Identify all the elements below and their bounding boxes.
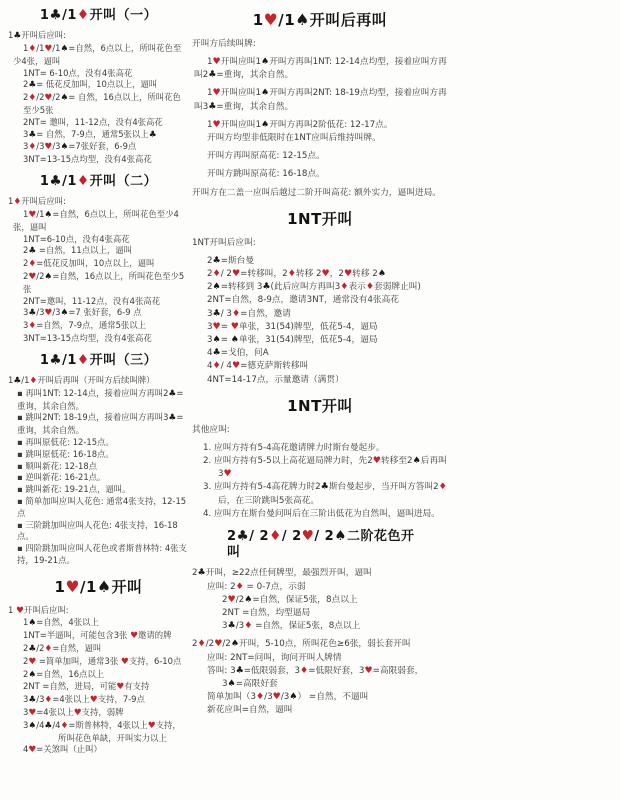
rule-line: 1. 应叫方持有5-4高花邀请牌力时斯台曼起步。: [203, 442, 385, 453]
spade-icon: ♠: [96, 576, 112, 596]
rule-line: 开叫方在二盖一应叫后越过二阶开叫高花: 额外实力，逼叫进局。: [192, 187, 441, 198]
heart-icon: ♥: [120, 656, 129, 667]
rule-line: ▪ 再叫1NT: 12-14点，接着应叫方再叫2♣= 重询，其余自然。: [17, 387, 184, 411]
rule-line: 1♦/1♥/1♠=自然，6点以上，所叫花色至少4张，逼叫: [13, 43, 182, 66]
club-icon: ♣: [28, 308, 37, 319]
rule-line: 4♦/ 4♥=德克萨斯转移叫: [207, 361, 309, 372]
diamond-icon: ♦: [235, 581, 244, 592]
club-icon: ♣: [49, 173, 63, 190]
rule-line: ▪ 跳叫2NT: 18-19点，接着应叫方再叫3♣= 重询，其余自然。: [17, 412, 184, 436]
heart-icon: ♥: [230, 321, 239, 332]
rule-line: 3♠= ♠单张，31(54)牌型，低花5-4，逼局: [207, 334, 378, 345]
rule-line: 1NT=半逼叫，可能包含3张 ♥邀请的牌: [23, 630, 172, 642]
diamond-icon: ♦: [244, 621, 253, 632]
rule-line: 简单加叫（3♦/3♥/3♠） =自然，不逼叫: [207, 692, 369, 703]
spade-icon: ♠: [28, 720, 37, 731]
heart-icon: ♥: [16, 605, 24, 616]
heart-icon: ♥: [65, 576, 80, 596]
right-column: [192, 0, 448, 724]
rule-line: 3♣/ 3♦=自然，邀请: [207, 308, 291, 319]
club-icon: ♣: [28, 246, 37, 257]
section-title: 2♣/ 2♦/ 2♥/ 2♠二阶花色开叫: [227, 527, 415, 561]
heart-icon: ♥: [212, 321, 221, 332]
spade-icon: ♠: [60, 308, 69, 319]
club-icon: ♣: [44, 720, 53, 731]
rule-line: 2♣开叫，≥22点任何牌型，最强烈开叫，逼叫: [192, 568, 372, 579]
rule-line: 3♠=高限好套: [222, 679, 278, 690]
spade-icon: ♠: [261, 56, 270, 67]
heart-icon: ♥: [28, 656, 37, 667]
club-icon: ♣: [212, 255, 221, 266]
diamond-icon: ♦: [28, 93, 37, 104]
rule-line: 1♥开叫应叫1♠开叫方再叫2阶低花: 12-17点。: [207, 119, 393, 130]
rule-line: 1NT开叫后应叫:: [192, 237, 256, 248]
diamond-icon: ♦: [340, 282, 349, 293]
rule-line: 2NT=自然，8-9点，邀请3NT，通常没有4张高花: [207, 295, 399, 306]
section: [8, 173, 189, 345]
club-icon: ♣: [227, 621, 236, 632]
rule-line: 其他应叫:: [192, 424, 230, 435]
diamond-icon: ♦: [438, 482, 447, 493]
heart-icon: ♥: [44, 44, 53, 55]
rule-line: ▪ 跳叫原低花: 16-18点。: [17, 448, 114, 459]
heart-icon: ♥: [28, 745, 37, 756]
rule-line: 2♠=转移到 3♣(此后应叫方再叫3♦表示♦套弱牌止叫): [207, 282, 421, 293]
spade-icon: ♠: [261, 88, 270, 99]
spade-icon: ♠: [28, 669, 37, 680]
rule-line: 3♣/3♦ =自然，保证5张，8点以上: [222, 621, 361, 632]
diamond-icon: ♦: [300, 665, 309, 676]
section: [192, 210, 448, 387]
section: [192, 528, 448, 718]
spade-icon: ♠: [230, 334, 239, 345]
spade-icon: ♠: [334, 527, 347, 544]
diamond-icon: ♦: [28, 142, 37, 153]
diamond-icon: ♦: [60, 720, 69, 731]
rule-line: 3♥= ♥单张，31(54)牌型，低花5-4，逼局: [207, 321, 378, 332]
rule-line: 1♦开叫后应叫:: [8, 196, 66, 208]
heart-icon: ♥: [28, 210, 37, 221]
club-icon: ♣: [320, 482, 329, 493]
heart-icon: ♥: [89, 695, 98, 706]
section: [192, 10, 448, 200]
diamond-icon: ♦: [44, 643, 53, 654]
heart-icon: ♥: [116, 682, 125, 693]
diamond-icon: ♦: [28, 44, 37, 55]
rule-line: 4♥=关煞叫（止叫）: [23, 744, 102, 756]
heart-icon: ♥: [212, 56, 221, 67]
diamond-icon: ♦: [28, 259, 37, 270]
rule-line: 1NT= 6-10点，没有4张高花: [23, 67, 133, 78]
club-icon: ♣: [13, 376, 22, 387]
diamond-icon: ♦: [269, 527, 282, 544]
heart-icon: ♥: [73, 707, 82, 718]
diamond-icon: ♦: [197, 639, 206, 650]
diamond-icon: ♦: [255, 692, 265, 703]
club-icon: ♣: [28, 80, 37, 91]
section-title: 1NT开叫: [287, 209, 353, 228]
heart-icon: ♥: [231, 361, 241, 372]
diamond-icon: ♦: [44, 695, 53, 706]
rule-line: 1♥开叫应叫1♠开叫方再叫2NT: 18-19点均型，接着应叫方再叫3♣=重询，其余自然。: [194, 88, 447, 112]
club-icon: ♣: [235, 665, 244, 676]
spade-icon: ♠: [28, 618, 37, 629]
rule-line: 3♣/3♥/3♠=7 张好套，6-9 点: [23, 307, 142, 319]
rule-line: 2♣=斯台曼: [207, 255, 255, 266]
rule-line: 2. 应叫方持有5-5以上高花逼局牌力时，先2♥转移至2♠后再叫3♥: [203, 455, 447, 480]
club-icon: ♣: [208, 101, 217, 112]
rule-line: 3♣= 自然，7-9点，通常5张以上♣: [23, 128, 157, 140]
section: [8, 352, 189, 567]
rule-line: 2♣ =自然，11点以上，逼叫: [23, 245, 132, 257]
spade-icon: ♠: [261, 119, 270, 130]
spade-icon: ♠: [212, 282, 221, 293]
rule-line: 4. 应叫方在斯台曼问叫后在三阶出低花为自然叫，逼叫进局。: [203, 508, 440, 519]
spade-icon: ♠: [289, 692, 298, 703]
rule-line: ▪ 四阶跳加叫应叫人花色或者斯普林特: 4张支持，19-21点。: [17, 543, 187, 566]
heart-icon: ♥: [44, 142, 53, 153]
diamond-icon: ♦: [29, 376, 38, 387]
rule-line: 3♥=4张以上♥支持，弱牌: [23, 706, 124, 718]
rule-line: 2NT= 邀叫，11-12点，没有4张高花: [23, 116, 163, 127]
club-icon: ♣: [13, 31, 22, 42]
club-icon: ♣: [49, 7, 63, 23]
diamond-icon: ♦: [76, 351, 90, 368]
club-icon: ♣: [28, 643, 37, 654]
spade-icon: ♠: [295, 10, 310, 29]
rule-line: 2♥/2♠=自然，16点以上，所叫花色至少5张: [23, 271, 185, 294]
rule-line: ▪ 三阶跳加叫应叫人花色: 4张支持，16-18点。: [17, 519, 178, 542]
rule-line: 2♠=自然，16点以上: [23, 668, 105, 680]
rule-line: 3NT=13-15点均型，没有4张高花: [23, 333, 152, 344]
rule-line: ▪ 简单加叫应叫人花色: 通常4张支持，12-15点: [17, 496, 187, 518]
diamond-icon: ♦: [212, 268, 221, 279]
club-icon: ♣: [28, 695, 37, 706]
rule-line: 2♥ =简单加叫，通常3张 ♥支持，6-10点: [23, 655, 182, 667]
rule-line: 新花应叫=自然，逼叫: [207, 705, 293, 716]
rule-line: 3♠/4♣/4♦=斯普林特，4张以上♥支持，: [23, 719, 181, 731]
rule-line: 2♣= 低花反加叫，10点以上，逼叫: [23, 79, 158, 91]
rule-line: 3♦=自然，7-9点，通常5张以上: [23, 320, 147, 332]
rule-line: 3NT=13-15点均型，没有4张高花: [23, 154, 152, 165]
section: [8, 7, 189, 166]
heart-icon: ♥: [272, 692, 281, 703]
diamond-icon: ♦: [76, 7, 90, 23]
rule-line: 开叫方跳叫原高花: 16-18点。: [207, 169, 325, 180]
club-icon: ♣: [236, 527, 250, 544]
rule-line: 2♣/2♦=自然，逼叫: [23, 642, 102, 654]
spade-icon: ♠: [44, 210, 53, 221]
heart-icon: ♥: [343, 268, 353, 279]
heart-icon: ♥: [130, 631, 138, 642]
heart-icon: ♥: [212, 88, 221, 99]
heart-icon: ♥: [372, 455, 381, 466]
rule-line: 1♠=自然，4张以上: [23, 617, 99, 629]
rule-line: 所叫花色单缺，开叫实力以上: [58, 732, 167, 743]
heart-icon: ♥: [212, 119, 221, 130]
rule-line: 1 ♥开叫后应叫:: [8, 604, 69, 616]
diamond-icon: ♦: [365, 282, 375, 293]
spade-icon: ♠: [244, 594, 253, 605]
rule-line: 4♣=戈伯，问A: [207, 348, 269, 359]
diamond-icon: ♦: [231, 308, 241, 319]
spade-icon: ♠: [212, 334, 221, 345]
diamond-icon: ♦: [76, 173, 90, 190]
spade-icon: ♠: [44, 272, 53, 283]
left-column: [8, 0, 189, 763]
heart-icon: ♥: [364, 665, 373, 676]
rule-line: 2♦/2♥/2♠= 自然，16点以上，所叫花色至少5张: [23, 92, 181, 116]
club-icon: ♣: [168, 388, 177, 399]
rule-line: 2♦/2♥/2♠开叫，5-10点，所叫花色≥6张，弱长套开叫: [192, 639, 411, 650]
club-icon: ♣: [212, 348, 221, 359]
diamond-icon: ♦: [28, 321, 37, 332]
rule-line: 应叫: 2NT=问叫，询问开叫人牌情: [207, 652, 342, 663]
rule-line: 2♦/ 2♥=转移叫，2♦转移 2♥，2♥转移 2♠: [207, 268, 386, 279]
spade-icon: ♠: [377, 268, 386, 279]
rule-line: 2NT=邀叫，11-12点，没有4张高花: [23, 295, 161, 306]
diamond-icon: ♦: [287, 268, 296, 279]
heart-icon: ♥: [263, 10, 279, 29]
club-icon: ♣: [148, 129, 157, 140]
rule-line: ▪ 顺叫新花: 12-18点: [17, 460, 98, 471]
diamond-icon: ♦: [212, 361, 221, 372]
rule-line: ▪ 逆叫新花: 16-21点。: [17, 472, 106, 483]
rule-line: ▪ 再叫原低花: 12-15点。: [17, 437, 114, 448]
rule-line: 开叫方均型非低限时在1NT应叫后维持叫牌。: [207, 132, 381, 143]
rule-line: 1♣开叫后应叫:: [8, 30, 66, 42]
club-icon: ♣: [262, 282, 271, 293]
section: [8, 577, 189, 757]
rule-line: 3. 应叫方持有5-4高花牌力时2♣斯台曼起步，当开叫方答叫2♦后，在三阶跳叫5张高花。: [203, 482, 447, 506]
section-title: 1♣/1♦开叫（三）: [39, 351, 158, 368]
spade-icon: ♠: [60, 44, 69, 55]
spade-icon: ♠: [60, 93, 69, 104]
rule-line: 1NT=6-10点，没有4张高花: [23, 233, 130, 244]
spade-icon: ♠: [412, 455, 421, 466]
rule-line: 开叫方后续叫牌:: [192, 38, 256, 49]
heart-icon: ♥: [44, 308, 53, 319]
club-icon: ♣: [168, 413, 177, 424]
rule-line: 应叫: 2♦ = 0-7点，示弱: [207, 581, 306, 592]
section-title: 1NT开叫: [287, 396, 353, 415]
rule-line: 答叫: 3♣=低限弱套，3♦=低限好套，3♥=高限弱套，: [207, 665, 424, 676]
rule-line: 2♥/2♠=自然，保证5张，8点以上: [222, 594, 358, 605]
section-title: 1♣/1♦开叫（一）: [39, 7, 158, 23]
spade-icon: ♠: [230, 639, 240, 650]
heart-icon: ♥: [321, 268, 330, 279]
club-icon: ♣: [208, 70, 217, 81]
rule-line: 3♦/3♥/3♠=7张好套，6-9点: [23, 141, 137, 153]
heart-icon: ♥: [44, 93, 53, 104]
rule-line: 2NT =自然，进局，可能♥有支持: [23, 681, 150, 693]
heart-icon: ♥: [227, 594, 236, 605]
club-icon: ♣: [28, 129, 37, 140]
section-title: 1♥/1♠开叫后再叫: [252, 10, 388, 29]
heart-icon: ♥: [147, 720, 156, 731]
heart-icon: ♥: [301, 527, 315, 544]
club-icon: ♣: [212, 308, 221, 319]
heart-icon: ♥: [28, 707, 37, 718]
rule-line: 开叫方再叫原高花: 12-15点。: [207, 151, 325, 162]
rule-line: 1♥/1♠=自然，6点以上，所叫花色至少4张，逼叫: [13, 209, 179, 232]
rule-line: 2♦=低花反加叫，10点以上，逼叫: [23, 258, 155, 270]
spade-icon: ♠: [60, 142, 69, 153]
heart-icon: ♥: [214, 639, 223, 650]
diamond-icon: ♦: [13, 197, 22, 208]
rule-line: 3♣/3♦=4张以上♥支持，7-9点: [23, 694, 145, 706]
rule-line: 1♥开叫应叫1♠开叫方再叫1NT: 12-14点均型，接着应叫方再叫2♣=重询，其余自然。: [194, 56, 447, 81]
rule-line: ▪ 跳叫新花: 19-21点，逼叫。: [17, 484, 131, 495]
heart-icon: ♥: [223, 469, 232, 480]
rule-line: 2NT =自然，均型逼局: [222, 608, 311, 619]
spade-icon: ♠: [227, 679, 236, 690]
section-title: 1♥/1♠开叫: [54, 576, 143, 596]
rule-line: 1♣/1♦开叫后再叫（开叫方后续叫牌）: [8, 375, 155, 387]
section-title: 1♣/1♦开叫（二）: [39, 173, 158, 190]
heart-icon: ♥: [28, 272, 37, 283]
club-icon: ♣: [49, 351, 63, 368]
rule-line: 4NT=14-17点，示量邀请（满贯）: [207, 374, 344, 385]
club-icon: ♣: [197, 568, 206, 579]
heart-icon: ♥: [231, 268, 241, 279]
section: [192, 397, 448, 521]
